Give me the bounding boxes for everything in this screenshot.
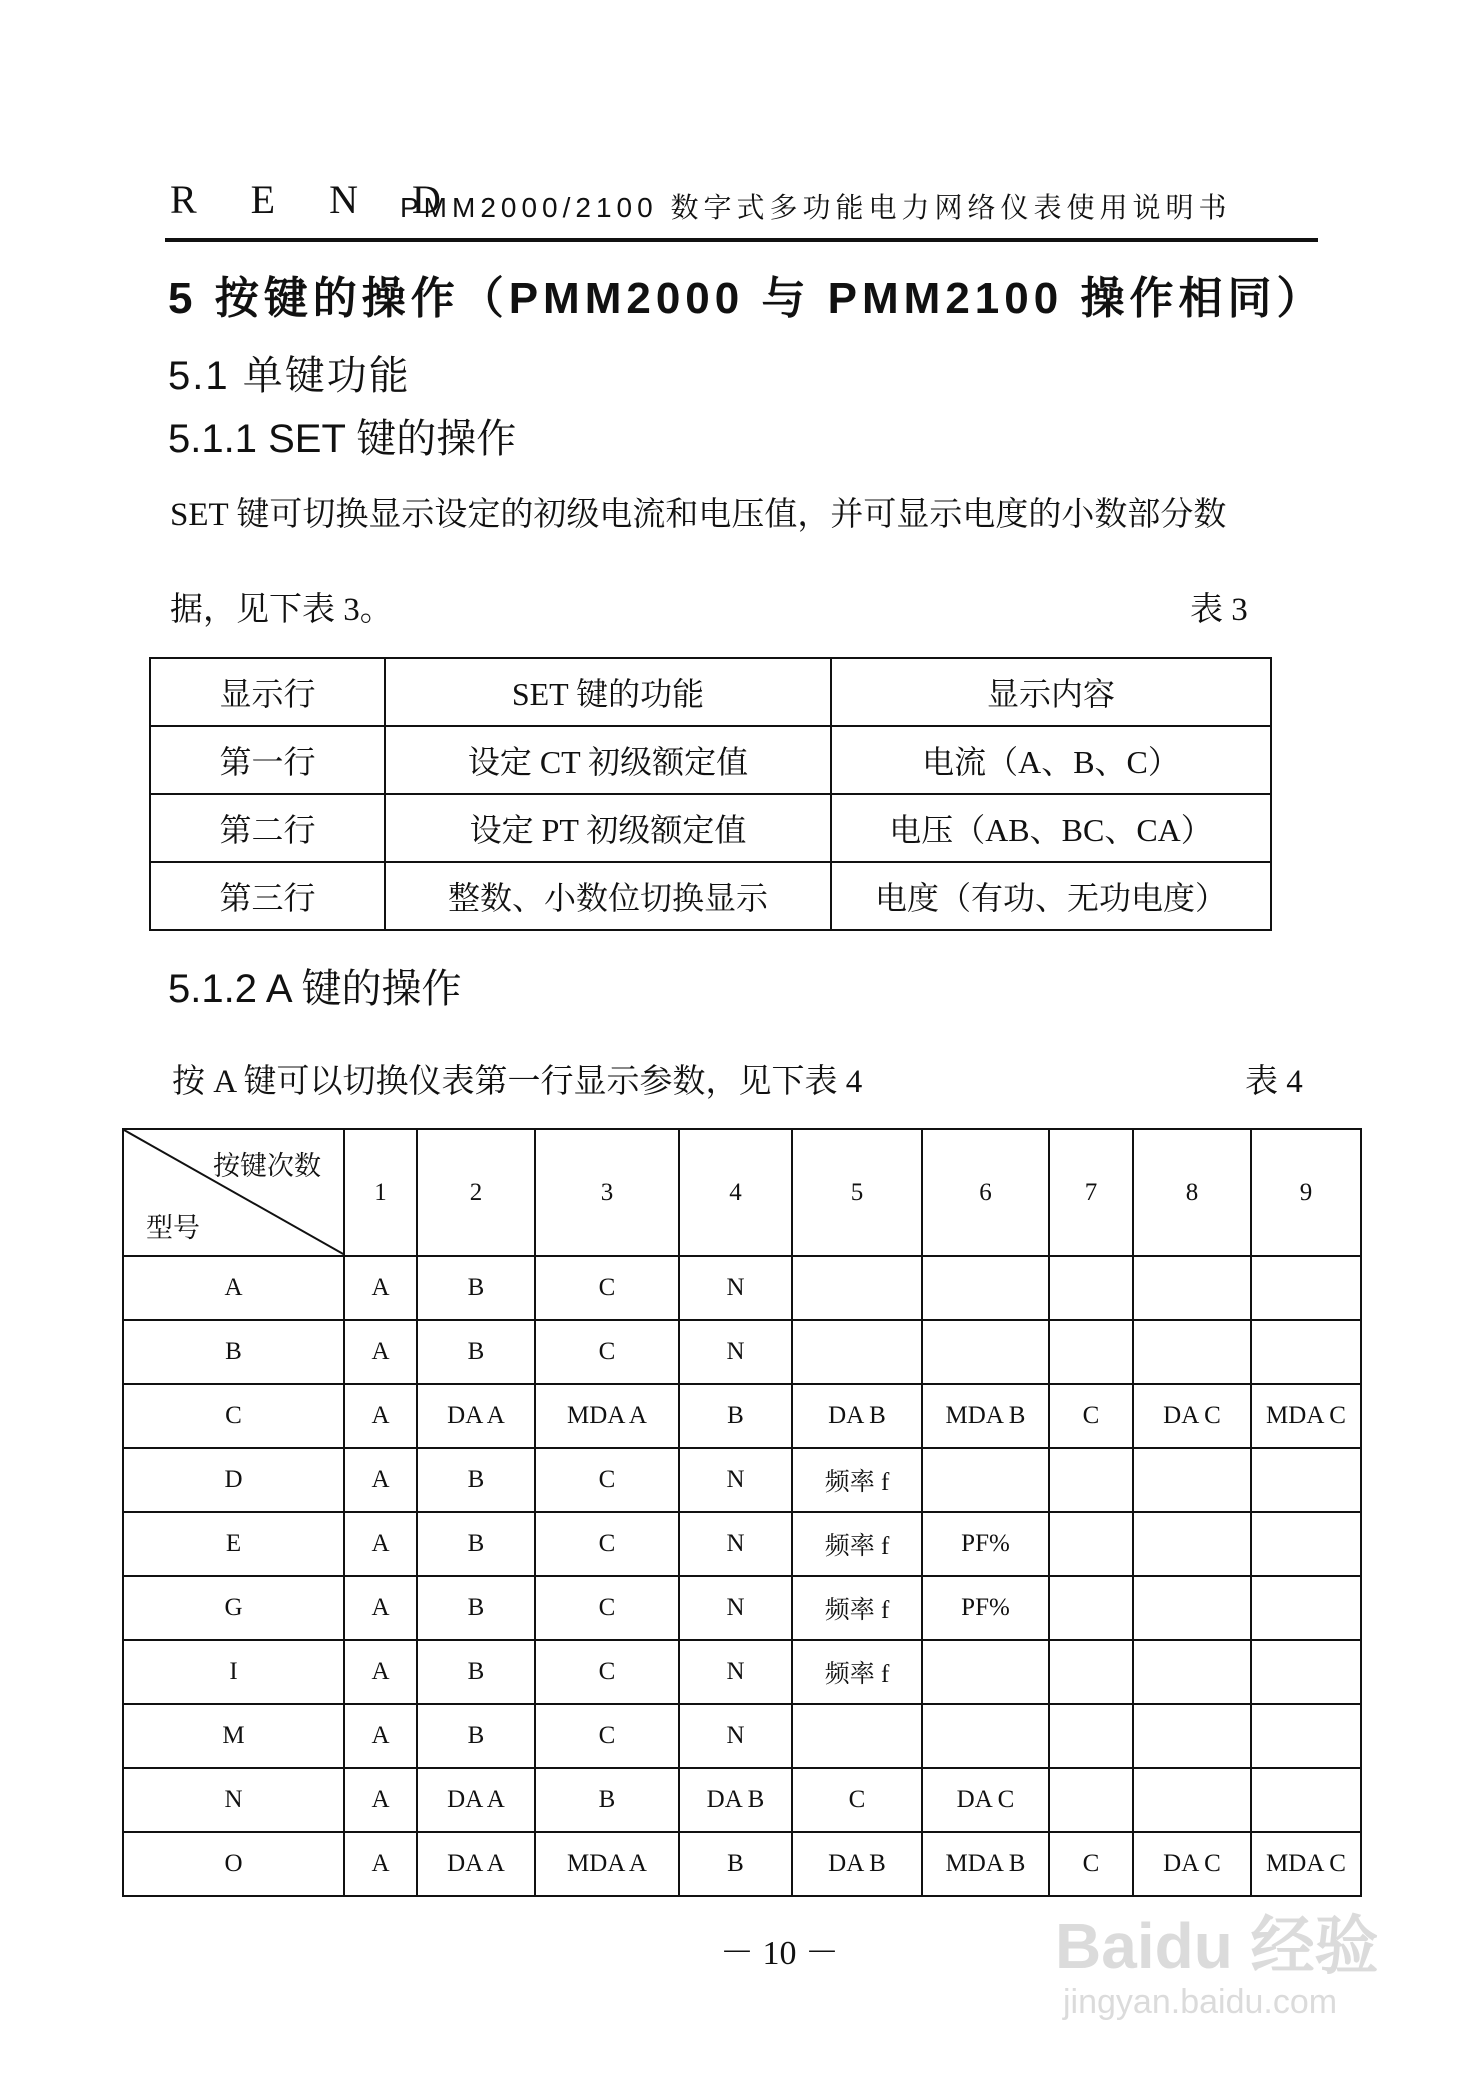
table4-cell: MDA C <box>1251 1832 1361 1896</box>
table4-cell <box>1049 1320 1133 1384</box>
subsubsection-heading-set: 5.1.1 SET 键的操作 <box>168 417 517 461</box>
table4-cell: C <box>535 1704 679 1768</box>
table4-cell: A <box>344 1768 417 1832</box>
table4-cell: B <box>679 1832 792 1896</box>
header-title: PMM2000/2100 数字式多功能电力网络仪表使用说明书 <box>400 192 1232 223</box>
table3-cell: 设定 CT 初级额定值 <box>385 726 831 794</box>
table4-cell <box>1133 1448 1251 1512</box>
table4-model-cell: I <box>123 1640 344 1704</box>
table4-cell: N <box>679 1704 792 1768</box>
table4-cell: N <box>679 1320 792 1384</box>
table4-cell: A <box>344 1256 417 1320</box>
table4-model-cell: C <box>123 1384 344 1448</box>
table4-cell <box>1133 1256 1251 1320</box>
table4-header-cell: 5 <box>792 1129 922 1256</box>
table4-cell <box>922 1320 1049 1384</box>
table4-cell: PF% <box>922 1576 1049 1640</box>
header-divider <box>165 238 1318 242</box>
table4-header-cell: 1 <box>344 1129 417 1256</box>
corner-label-model: 型号 <box>146 1213 200 1243</box>
table4-cell: DA B <box>792 1384 922 1448</box>
table4-row <box>123 1384 1361 1448</box>
table4-row <box>123 1640 1361 1704</box>
table4-cell <box>1251 1256 1361 1320</box>
table4-cell: A <box>344 1512 417 1576</box>
table4-cell <box>922 1448 1049 1512</box>
table4-row <box>123 1448 1361 1512</box>
table4-cell: A <box>344 1832 417 1896</box>
table4-cell <box>1049 1768 1133 1832</box>
table4-cell: A <box>344 1448 417 1512</box>
table4-cell <box>922 1704 1049 1768</box>
table4-cell: C <box>535 1512 679 1576</box>
table3-header-cell: 显示行 <box>150 658 385 726</box>
table4-cell <box>1133 1640 1251 1704</box>
table4-cell <box>1133 1704 1251 1768</box>
table4-cell: B <box>417 1320 535 1384</box>
table4-cell: N <box>679 1448 792 1512</box>
table4-cell <box>1049 1704 1133 1768</box>
table4-cell: 频率 f <box>792 1640 922 1704</box>
subsection-heading: 5.1 单键功能 <box>168 354 411 398</box>
table3-cell: 第二行 <box>150 794 385 862</box>
table4-row <box>123 1576 1361 1640</box>
table4-cell: A <box>344 1384 417 1448</box>
table4-header-cell: 9 <box>1251 1129 1361 1256</box>
table4-cell <box>1049 1640 1133 1704</box>
table3-cell: 设定 PT 初级额定值 <box>385 794 831 862</box>
table4-row <box>123 1704 1361 1768</box>
table4-cell <box>1133 1768 1251 1832</box>
table4-cell: MDA A <box>535 1832 679 1896</box>
table4-cell <box>1133 1320 1251 1384</box>
table4-caption: 表 4 <box>1245 1064 1303 1100</box>
table4-cell: A <box>344 1320 417 1384</box>
corner-label-presses: 按键次数 <box>213 1151 321 1181</box>
table4-cell: 频率 f <box>792 1576 922 1640</box>
section-heading: 5 按键的操作（PMM2000 与 PMM2100 操作相同） <box>168 274 1326 323</box>
table4-cell: C <box>535 1448 679 1512</box>
table4-cell: DA C <box>1133 1832 1251 1896</box>
table-3 <box>149 657 1272 931</box>
table4-cell: C <box>535 1320 679 1384</box>
table4-cell <box>1049 1576 1133 1640</box>
table4-cell: DA C <box>922 1768 1049 1832</box>
table4-cell: N <box>679 1512 792 1576</box>
paragraph-set-key: SET 键可切换显示设定的初级电流和电压值，并可显示电度的小数部分数 <box>170 497 1227 533</box>
table4-corner-cell <box>123 1129 344 1256</box>
table4-cell: 频率 f <box>792 1448 922 1512</box>
table4-cell <box>1251 1768 1361 1832</box>
table4-cell <box>1049 1512 1133 1576</box>
table4-cell: B <box>417 1448 535 1512</box>
table4-cell <box>1133 1512 1251 1576</box>
table3-caption: 表 3 <box>1190 592 1248 628</box>
table4-cell: N <box>679 1256 792 1320</box>
table4-cell: A <box>344 1576 417 1640</box>
table4-cell: N <box>679 1640 792 1704</box>
watermark-url: jingyan.baidu.com <box>1063 1983 1338 2021</box>
header-brand: R E N D <box>170 177 463 222</box>
table4-cell <box>1251 1576 1361 1640</box>
table4-cell: MDA A <box>535 1384 679 1448</box>
table4-cell <box>922 1640 1049 1704</box>
table3-cell: 整数、小数位切换显示 <box>385 862 831 930</box>
page-number: － 10 － <box>720 1935 839 1972</box>
table3-cell: 电度（有功、无功电度） <box>831 862 1271 930</box>
subsubsection-heading-a: 5.1.2 A 键的操作 <box>168 967 462 1011</box>
table4-cell: C <box>1049 1384 1133 1448</box>
table4-cell <box>1049 1448 1133 1512</box>
table4-header-cell: 2 <box>417 1129 535 1256</box>
table4-cell: C <box>1049 1832 1133 1896</box>
table4-cell: DA A <box>417 1768 535 1832</box>
table4-row <box>123 1320 1361 1384</box>
watermark-logo: Baidu 经验 <box>1055 1910 1379 1982</box>
table4-cell <box>922 1256 1049 1320</box>
table4-cell: MDA B <box>922 1832 1049 1896</box>
table4-header-cell: 8 <box>1133 1129 1251 1256</box>
table4-model-cell: G <box>123 1576 344 1640</box>
table4-cell <box>792 1320 922 1384</box>
table4-cell: MDA C <box>1251 1384 1361 1448</box>
table4-row <box>123 1832 1361 1896</box>
table3-row <box>150 726 1271 794</box>
table4-row <box>123 1768 1361 1832</box>
table4-model-cell: M <box>123 1704 344 1768</box>
table3-header-cell: 显示内容 <box>831 658 1271 726</box>
table4-header-cell: 4 <box>679 1129 792 1256</box>
table-4 <box>122 1128 1362 1897</box>
table4-cell: DA A <box>417 1832 535 1896</box>
table4-cell <box>792 1256 922 1320</box>
table4-cell: B <box>417 1512 535 1576</box>
paragraph-a-key: 按 A 键可以切换仪表第一行显示参数，见下表 4 <box>172 1064 863 1100</box>
table4-cell: DA B <box>792 1832 922 1896</box>
table4-cell: MDA B <box>922 1384 1049 1448</box>
table4-cell: B <box>535 1768 679 1832</box>
table4-model-cell: D <box>123 1448 344 1512</box>
table4-model-cell: A <box>123 1256 344 1320</box>
table4-cell: B <box>679 1384 792 1448</box>
table4-cell <box>1251 1512 1361 1576</box>
table4-cell <box>1251 1448 1361 1512</box>
table3-cell: 第一行 <box>150 726 385 794</box>
table4-model-cell: O <box>123 1832 344 1896</box>
table4-header-row <box>123 1129 1361 1256</box>
table3-header-cell: SET 键的功能 <box>385 658 831 726</box>
table4-model-cell: N <box>123 1768 344 1832</box>
table4-cell: C <box>792 1768 922 1832</box>
table4-cell <box>1133 1576 1251 1640</box>
table4-header-cell: 7 <box>1049 1129 1133 1256</box>
table4-row <box>123 1256 1361 1320</box>
table4-cell: B <box>417 1640 535 1704</box>
table4-cell <box>792 1704 922 1768</box>
baidu-watermark <box>1055 1895 1395 2035</box>
table4-cell: C <box>535 1576 679 1640</box>
table4-header-cell: 6 <box>922 1129 1049 1256</box>
table4-cell: B <box>417 1256 535 1320</box>
table4-cell: C <box>535 1640 679 1704</box>
table4-cell <box>1049 1256 1133 1320</box>
table4-cell: DA B <box>679 1768 792 1832</box>
table4-cell <box>1251 1704 1361 1768</box>
table4-model-cell: B <box>123 1320 344 1384</box>
table4-cell: PF% <box>922 1512 1049 1576</box>
table3-cell: 电流（A、B、C） <box>831 726 1271 794</box>
table4-cell: C <box>535 1256 679 1320</box>
table4-cell: N <box>679 1576 792 1640</box>
table4-row <box>123 1512 1361 1576</box>
table4-header-cell: 3 <box>535 1129 679 1256</box>
table3-cell: 第三行 <box>150 862 385 930</box>
table3-row <box>150 862 1271 930</box>
table3-header-row <box>150 658 1271 726</box>
table4-cell: 频率 f <box>792 1512 922 1576</box>
paragraph-set-key-cont: 据，见下表 3。 <box>170 592 393 628</box>
table4-model-cell: E <box>123 1512 344 1576</box>
table4-cell: B <box>417 1576 535 1640</box>
table4-cell: B <box>417 1704 535 1768</box>
table4-cell <box>1251 1320 1361 1384</box>
table4-cell: A <box>344 1704 417 1768</box>
table4-cell <box>1251 1640 1361 1704</box>
table4-cell: A <box>344 1640 417 1704</box>
table4-cell: DA C <box>1133 1384 1251 1448</box>
table3-row <box>150 794 1271 862</box>
table4-cell: DA A <box>417 1384 535 1448</box>
table3-cell: 电压（AB、BC、CA） <box>831 794 1271 862</box>
